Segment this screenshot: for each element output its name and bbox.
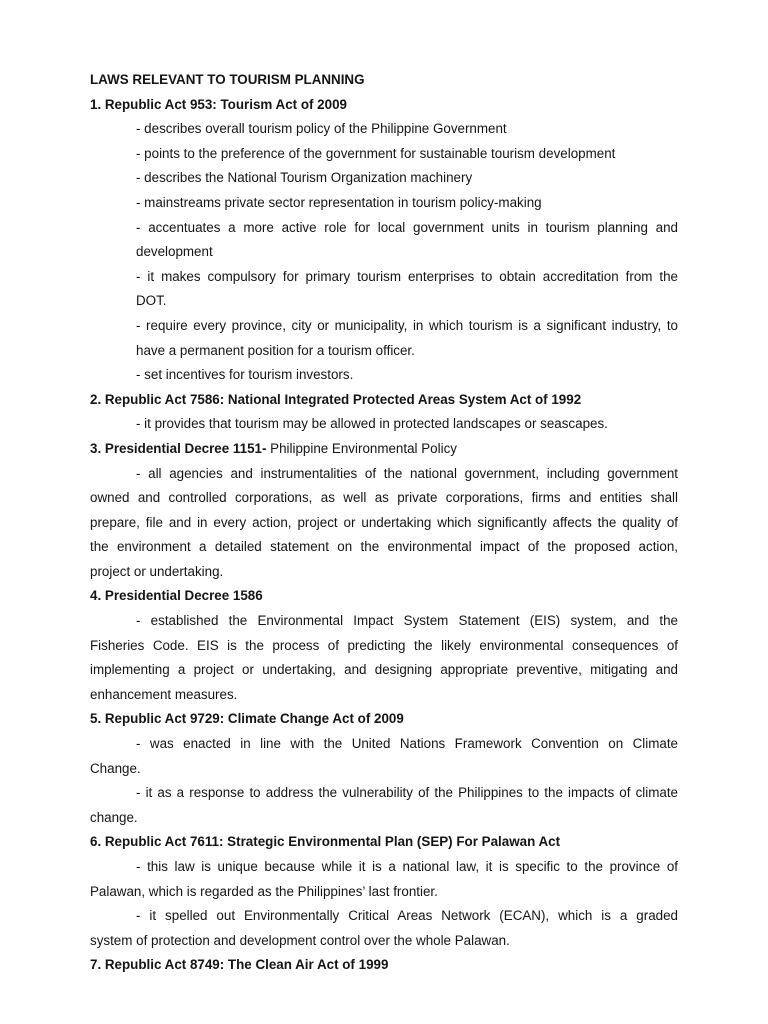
bullet-line: - it makes compulsory for primary tourism enterprises to obtain accreditation from the <box>136 268 678 284</box>
paragraph-line: project or undertaking. <box>90 563 224 579</box>
section-heading: 1. Republic Act 953: Tourism Act of 2009 <box>90 96 347 112</box>
bullet-continuation: DOT. <box>136 293 167 309</box>
section-heading: 7. Republic Act 8749: The Clean Air Act of 1999 <box>90 957 389 973</box>
paragraph-line: the environment a detailed statement on the environmental impact of the proposed action, <box>90 539 678 555</box>
paragraph-line: implementing a project or undertaking, and designing appropriate preventive, mitigating and <box>90 662 678 678</box>
paragraph-line: enhancement measures. <box>90 686 238 702</box>
paragraph-line: - it as a response to address the vulnerability of the Philippines to the impacts of climate <box>136 785 678 801</box>
bullet-line: - mainstreams private sector representation in tourism policy-making <box>136 194 542 210</box>
paragraph-line: system of protection and development control over the whole Palawan. <box>90 932 510 948</box>
bullet-line: - accentuates a more active role for local government units in tourism planning and <box>136 219 678 235</box>
paragraph-line: owned and controlled corporations, as well as private corporations, firms and entities shall <box>90 490 678 506</box>
paragraph-line: - it spelled out Environmentally Critical Areas Network (ECAN), which is a graded <box>136 908 678 924</box>
paragraph-line: - was enacted in line with the United Nations Framework Convention on Climate <box>136 736 678 752</box>
section-heading: 6. Republic Act 7611: Strategic Environmental Plan (SEP) For Palawan Act <box>90 834 561 850</box>
bullet-continuation: have a permanent position for a tourism officer. <box>136 342 415 358</box>
bullet-line: - it provides that tourism may be allowed in protected landscapes or seascapes. <box>136 416 608 432</box>
paragraph-line: change. <box>90 809 138 825</box>
bullet-continuation: development <box>136 244 213 260</box>
document-title: LAWS RELEVANT TO TOURISM PLANNING <box>90 72 365 87</box>
paragraph-line: Fisheries Code. EIS is the process of predicting the likely environmental consequences of <box>90 637 678 653</box>
section-heading: 2. Republic Act 7586: National Integrated Protected Areas System Act of 1992 <box>90 391 582 407</box>
section-heading: 5. Republic Act 9729: Climate Change Act of 2009 <box>90 711 404 727</box>
section-heading-line <box>90 437 678 462</box>
paragraph-line: - established the Environmental Impact System Statement (EIS) system, and the <box>136 613 678 629</box>
section-heading: 3. Presidential Decree 1151- <box>90 440 267 456</box>
section-heading: 4. Presidential Decree 1586 <box>90 588 263 604</box>
bullet-line: - set incentives for tourism investors. <box>136 367 354 383</box>
document-body <box>90 68 678 978</box>
bullet-line: - require every province, city or municipality, in which tourism is a significant industry, to <box>136 317 678 333</box>
paragraph-line: prepare, file and in every action, project or undertaking which significantly affects the quality of <box>90 514 678 530</box>
paragraph-line: - all agencies and instrumentalities of the national government, including government <box>136 465 678 481</box>
paragraph-line: Palawan, which is regarded as the Philippines’ last frontier. <box>90 883 438 899</box>
paragraph-line: - this law is unique because while it is a national law, it is specific to the province of <box>136 859 678 874</box>
bullet-line: - points to the preference of the government for sustainable tourism development <box>136 145 616 161</box>
paragraph-line: Change. <box>90 760 141 776</box>
bullet-line: - describes overall tourism policy of the Philippine Government <box>136 121 507 137</box>
bullet-line: - describes the National Tourism Organization machinery <box>136 170 473 186</box>
section-heading-subtitle: Philippine Environmental Policy <box>266 440 457 456</box>
